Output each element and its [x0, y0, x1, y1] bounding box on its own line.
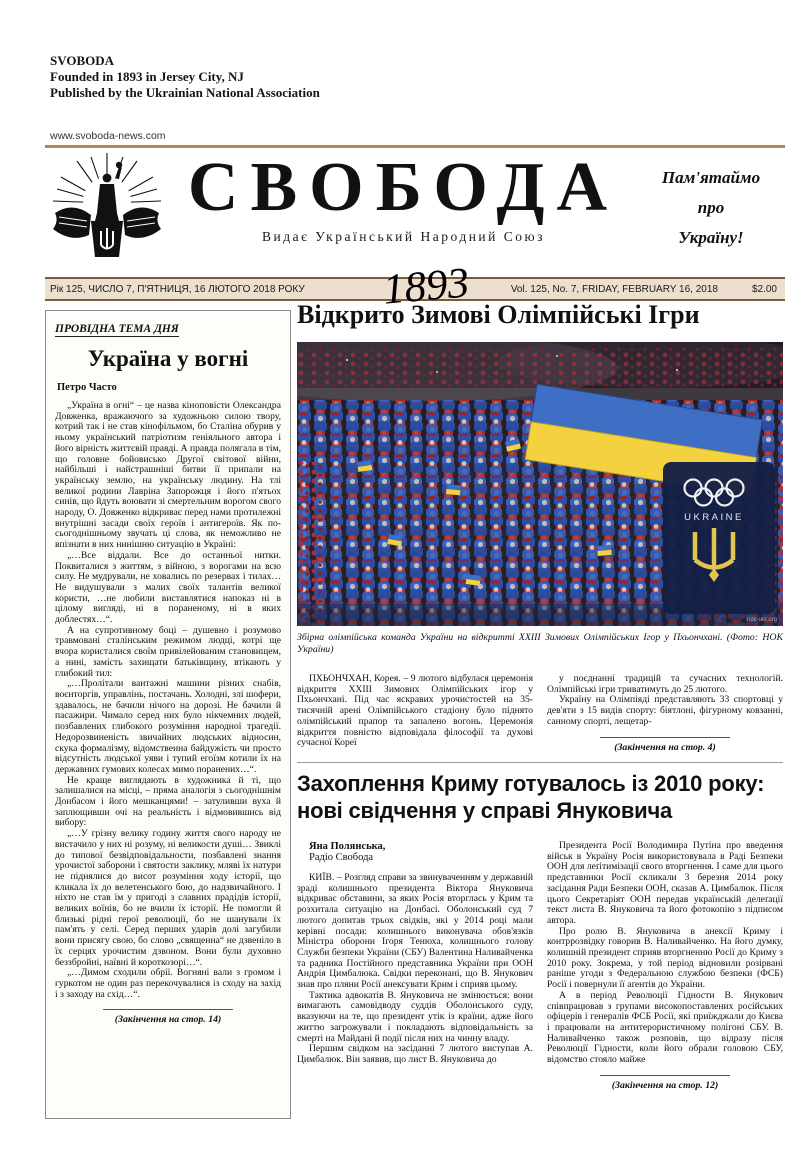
crimea-column-1 — [297, 841, 533, 1091]
crimea-article-body — [297, 841, 783, 1091]
body-paragraph: Першим свідком на засіданні 7 лютого виступав А. Цимбалюк. Він заявив, що лист В. Януковича до — [297, 1043, 533, 1065]
brand-founded: Founded in 1893 in Jersey City, NJ — [50, 69, 244, 84]
publisher-block — [50, 53, 320, 101]
brand-name: SVOBODA — [50, 53, 115, 68]
olympics-column-1 — [297, 674, 533, 753]
continuation-rule — [600, 1075, 730, 1076]
body-paragraph: КИЇВ. – Розгляд справи за звинуваченням у державній зраді колишнього президента Віктора Януковича відкриває обставини, за яких Росія вторглась у Крим та розхитала ситуацію на Донбасі. Оболонський суд 7 лютого допитав трьох свідків, які у 2014 році мали керівні посади: колишнього виконувача обов'язків Міністра оборони Ігоря Тенюха, колишнього голову Служби безпеки України (СБУ) Валентина Наливайченка та радника Постійного представника України при ООН Андрія Цимбалюка. Свідки переконані, що В. Янукович знав про пляни Росії анексувати Крим і сприяв цьому. — [297, 872, 533, 991]
body-paragraph: „…Димом сходили обрії. Вогняні вали з громом і гуркотом не один раз перекочувалися із сходу на захід і з заходу на схід…“. — [55, 967, 281, 1000]
section-kicker: ПРОВІДНА ТЕМА ДНЯ — [55, 323, 179, 335]
website-url: www.svoboda-news.com — [50, 130, 166, 142]
masthead-slogan — [637, 151, 785, 253]
founding-year-script: 1893 — [381, 259, 471, 314]
price: $2.00 — [751, 283, 777, 295]
lead-topic-box — [45, 310, 291, 1119]
byline-author: Яна Полянська, — [309, 841, 386, 852]
top-rule — [45, 145, 785, 148]
date-english: Vol. 125, No. 7, FRIDAY, FEBRUARY 16, 2018 — [510, 283, 718, 295]
body-paragraph: „…У грізну велику годину життя свого народу не вистачило у них ні розуму, ні великости душі… Звиклі до типової безвідповідальности, позбавлені знання урочистої заборони і святости заклику, мляві їх натури не піднялися до висот розуміння ходу історії, що кликала їх до велетенського бою, до надзвичайного. І ніхто не став їм у пригоді з славних прадідів історії, великих воїнів, бо не вчили їх історії. Не помогли й близькі рідні герої революції, бо не шанували їх пам'ять у селі. Серед перших ударів долі загубили вони присягу свою, бо слово „священна“ не дзвеніло в їх серцях урочистим дзвоном. Вони були духовно беззбройні, наївні й короткозорі…“. — [55, 828, 281, 968]
crimea-column-2 — [547, 841, 783, 1091]
article-separator-rule — [297, 762, 783, 763]
body-paragraph: А на супротивному боці – душевно і розумово травмовані сталінським режимом людці, котрі ще вчора користалися своїм привілейованим становищем, а нині, замість захищати батьківщину, втікають у глибокий тил: — [55, 624, 281, 679]
continuation-rule — [103, 1009, 233, 1010]
body-paragraph: Про ролю В. Януковича в анексії Криму і контррозвідку говорив В. Наливайченко. На його думку, колишній президент сприяв вторгненню Росії до Криму з 2010 року. Зокрема, у той період відновили розірвані раніше угоди з Федеральною службою безпеки (ФСБ) Росії і повернули її аґентів до України. — [547, 925, 783, 991]
body-paragraph: Україну на Олімпіяді представляють 33 спортовці у дев'яти з 15 видів спорту: біятлоні, фігурному ковзанні, санному спорті, лещетар- — [547, 694, 783, 727]
olympics-column-2 — [547, 674, 783, 753]
brand-publisher: Published by the Ukrainian National Association — [50, 85, 320, 100]
body-paragraph: „…Пролітали вантажні машини різних снабів, воєнторгів, управлінь, постачань. Холодні, злі шофери, здавалось, не бачили нічого на дорозі. Не бачили й пасажири. Чимало серед них було нікчемних людей, позбавлених глибокого розуміння народної трагедії. Недорозвиненість звичайних людських відносин, скука формалізму, відомственна байдужість чи просто відсутність людської уяви і тупий егоїзм котили їх на державних гумових колесах мимо поранених…“. — [55, 678, 281, 775]
crimea-headline-line1: Захоплення Криму готувалось із 2010 року: — [297, 771, 765, 796]
body-paragraph: Тактика адвокатів В. Януковича не змінюється: вони вимагають самовідводу суддів Оболонського суду, вказуючи на те, що президент утік із країни, адже його життю загрожували і покладають відповідальність за смерті на Майдані й події після них на чинну владу. — [297, 989, 533, 1044]
newspaper-title: СВОБОДА — [187, 149, 620, 226]
lead-continuation-note: (Закінчення на стор. 14) — [114, 1014, 222, 1026]
olympics-article-body — [297, 674, 783, 753]
liberty-logo-icon — [45, 151, 170, 271]
slogan-line: Пам'ятаймо — [661, 168, 761, 187]
emblem-country-label: UKRAINE — [684, 512, 744, 523]
main-content — [297, 300, 783, 1120]
crimea-headline-line2: нові свідчення у справі Януковича — [297, 798, 673, 823]
body-paragraph: Не краще виглядають в художника й ті, що залишалися на місці, – пряма аналогія з сьогоднішнім Донбасом і його мешканцями! – затуливши вуха й заплющивши очі на реальність і відмовившись від вибору: — [55, 774, 281, 829]
olympics-headline: Відкрито Зимові Олімпійські Ігри — [297, 300, 700, 329]
body-paragraph: у поєднанні традицій та сучасних технологій. Олімпійські ігри триватимуть до 25 лютого. — [547, 673, 783, 695]
continuation-rule — [600, 737, 730, 738]
crimea-continuation-note: (Закінчення на стор. 12) — [611, 1079, 719, 1091]
slogan-line: Україну! — [678, 228, 744, 247]
olympics-continuation-note: (Закінчення на стор. 4) — [614, 741, 716, 753]
slogan-line: про — [697, 198, 725, 217]
byline-organization: Радіо Свобода — [309, 852, 374, 863]
body-paragraph: „Україна в огні“ – це назва кіноповісти Олександра Довженка, вражаючого за художньою силою твору, котрий так і не став кінофільмом, бо Сталіна обурив у ньому український патріотизм геніяльного автора і його вірність життєвій правді. А правда полягала в тім, що головне бойовисько Другої світової війни, найбільші і найстрашніші битви її припали на українську землю, на українську людину. На тлі великої родини Лавріна Запорожця і його п'ятьох синів, що йдуть воювати зі смертельним ворогом свого народу, О. Довженко відкриває перед нами протилежні внутрішні засади своїх героїв і антигероїв. Як по-сьогоднішньому звучать ці слова, як неможливо не впізнати в них нинішню ситуацію в Україні: — [55, 400, 281, 551]
photo-watermark: noc-ukr.org — [746, 617, 777, 623]
masthead — [45, 151, 785, 275]
lead-article-title: Україна у вогні — [87, 346, 249, 371]
photo-caption: Збірна олімпійська команда України на відкритті XXIII Зимових Олімпійських Ігор у Пхьончхані. (Фото: НОК України) — [297, 632, 783, 655]
body-paragraph: ПХЬОНЧХАН, Корея. – 9 лютого відбулася церемонія відкриття XXIII Зимових Олімпійських ігор у Пхьончхані. Під час яскравих урочистостей на 35-тисячній арені Олімпійського стадіону було піднято олімпійський прапор та запалено вогонь. Церемонія відкриття повністю відповідала філософії та духові сучасної Кореї — [297, 673, 533, 749]
date-ukrainian: Рік 125, ЧИСЛО 7, П'ЯТНИЦЯ, 16 ЛЮТОГО 2018 РОКУ — [50, 283, 305, 295]
body-paragraph: „…Все віддали. Все до останньої нитки. Поквиталися з життям, з війною, з ворогами на всю силу. Не мудрували, не ховались по резервах і тилах… Не видушували з малих своїх талантів великої користи, …не любили виставлятися напоказ ні в цілому вигляді, ні в пораненому, ні в яких доблестях…“. — [55, 549, 281, 626]
masthead-subtitle: Видає Український Народний Союз — [262, 229, 545, 244]
crimea-headline — [297, 770, 783, 824]
ukraine-emblem — [663, 462, 775, 614]
lead-article-author: Петро Часто — [57, 382, 117, 393]
body-paragraph: Президента Росії Володимира Путіна про введення військ в Україну Росія використовувала в Раді Безпеки ООН для леґітимізації свого вторгнення. І саме для цього представники Росії скликали 3 березня 2014 року засідання Ради Безпеки ООН, сказав А. Цимбалюк. Після цього Секретаріят ООН передав українській делеґації текст листа В. Януковича та його фотокопію з підписом автора. — [547, 840, 783, 926]
body-paragraph: А в період Революції Гідности В. Янукович співпрацював з групами високопоставлених російських офіцерів і генералів ФСБ Росії, які приїжджали до Києва і працювали на антитерористичному полігоні СБУ. В. Наливайченко також розповів, що відразу після Революції Гідности, коли його обрали головою СБУ, відомство стояло майже — [547, 989, 783, 1066]
lead-article-body — [55, 401, 281, 1000]
olympics-photo — [297, 342, 783, 626]
